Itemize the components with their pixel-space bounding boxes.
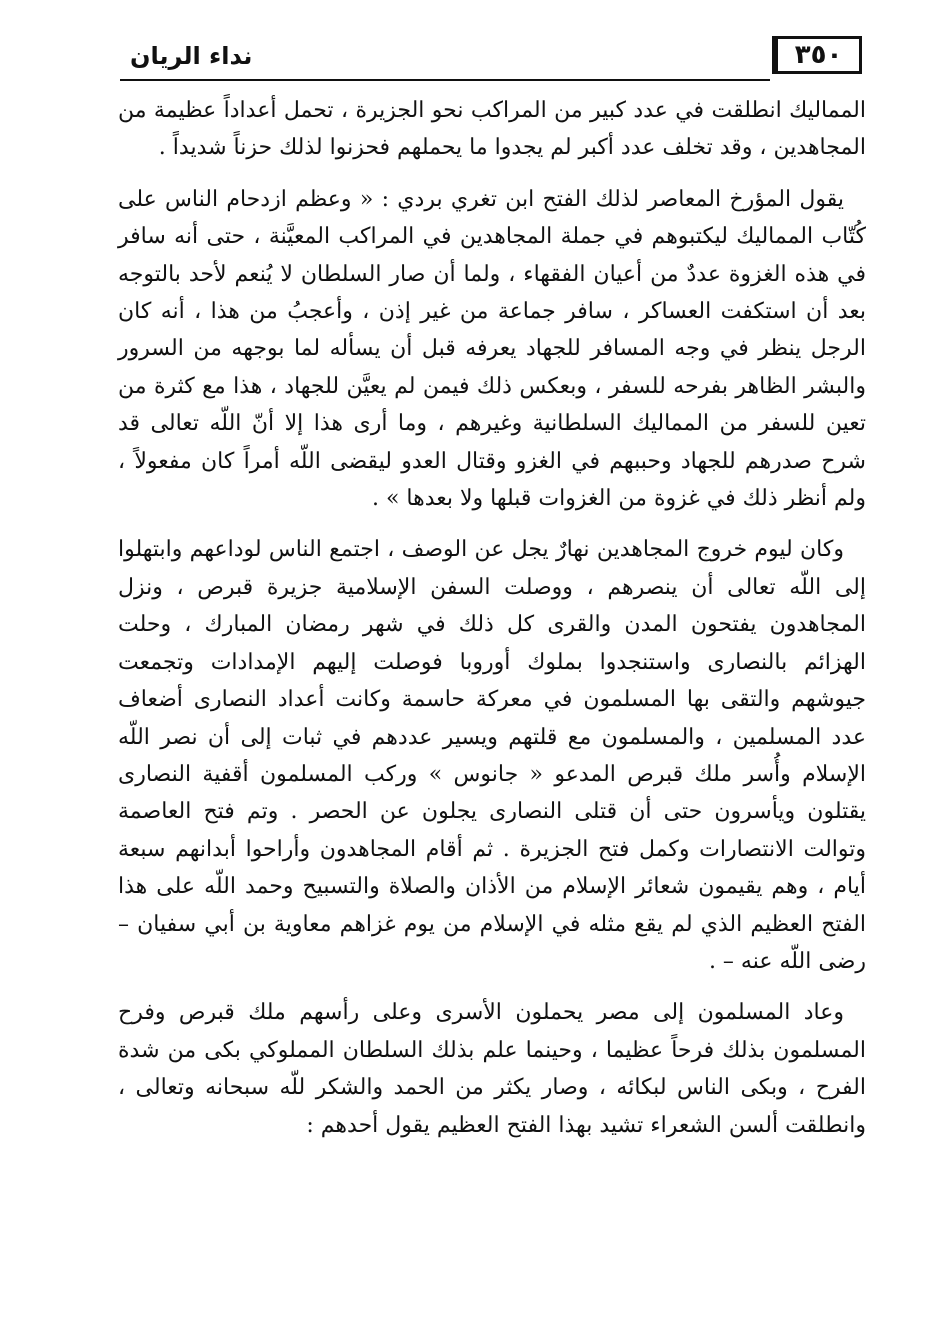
page-header [120,36,862,78]
body-text [118,92,866,1158]
paragraph: يقول المؤرخ المعاصر لذلك الفتح ابن تغري بردي : « وعظم ازدحام الناس على كُتّاب المماليك ليكتبوهم في جملة المجاهدين في المراكب المعيَّنة ، حتى أنه سافر في هذه الغزوة عددٌ من أعيان الفقهاء ، ولما أن صار السلطان لا يُنعم لأحد بالتوجه بعد أن استكفت العساكر ، سافر جماعة من غير إذن ، وأعجبُ من هذا ، أنه كان الرجل ينظر في وجه المسافر للجهاد يعرفه قبل أن يسأله لما بوجهه من السرور والبشر الظاهر بفرحه للسفر ، وبعكس ذلك فيمن لم يعيَّن للجهاد ، هذا مع كثرة من تعين للسفر من المماليك السلطانية وغيرهم ، وما أرى هذا إلا أنّ اللّه تعالى قد شرح صدرهم للجهاد وحببهم في الغزو وقتال العدو ليقضى اللّه أمراً كان مفعولاً ، ولم أنظر ذلك في غزوة من الغزوات قبلها ولا بعدها » . [118,186,866,512]
paragraph: المماليك انطلقت في عدد كبير من المراكب نحو الجزيرة ، تحمل أعداداً عظيمة من المجاهدين ، وقد تخلف عدد أكبر لم يجدوا ما يحملهم فحزنوا لذلك حزناً شديداً . [118,98,866,161]
running-title: نداء الريان [130,42,253,70]
header-divider [120,79,770,81]
page-number: ٣٥٠ [772,36,862,74]
paragraph: وكان ليوم خروج المجاهدين نهارٌ يجل عن الوصف ، اجتمع الناس لوداعهم وابتهلوا إلى اللّه تعالى أن ينصرهم ، ووصلت السفن الإسلامية جزيرة قبرص ، ونزل المجاهدون يفتحون المدن والقرى كل ذلك في شهر رمضان المبارك ، وحلت الهزائم بالنصارى واستنجدوا بملوك أوروبا فوصلت إليهم الإمدادات وتجمعت جيوشهم والتقى بها المسلمون في معركة حاسمة وكانت أعداد النصارى أضعاف عدد المسلمين ، والمسلمون مع قلتهم ويسير عددهم في ثبات إلى أن نصر اللّه الإسلام وأُسر ملك قبرص المدعو « جانوس » وركب المسلمون أقفية النصارى يقتلون ويأسرون حتى أن قتلى النصارى يجلون عن الحصر . وتم فتح العاصمة وتوالت الانتصارات وكمل فتح الجزيرة . ثم أقام المجاهدون وأراحوا أبدانهم سبعة أيام ، وهم يقيمون شعائر الإسلام من الأذان والصلاة والتسبيح وحمد اللّه على هذا الفتح العظيم الذي لم يقع مثله في الإسلام من يوم غزاهم معاوية بن أبي سفيان – رضى اللّه عنه – . [118,537,866,974]
paragraph: وعاد المسلمون إلى مصر يحملون الأسرى وعلى رأسهم ملك قبرص وفرح المسلمون بذلك فرحاً عظيما ، وحينما علم بذلك السلطان المملوكي بكى من شدة الفرح ، وبكى الناس لبكائه ، وصار يكثر من الحمد والشكر للّه سبحانه وتعالى ، وانطلقت ألسن الشعراء تشيد بهذا الفتح العظيم يقول أحدهم : [118,1000,866,1138]
